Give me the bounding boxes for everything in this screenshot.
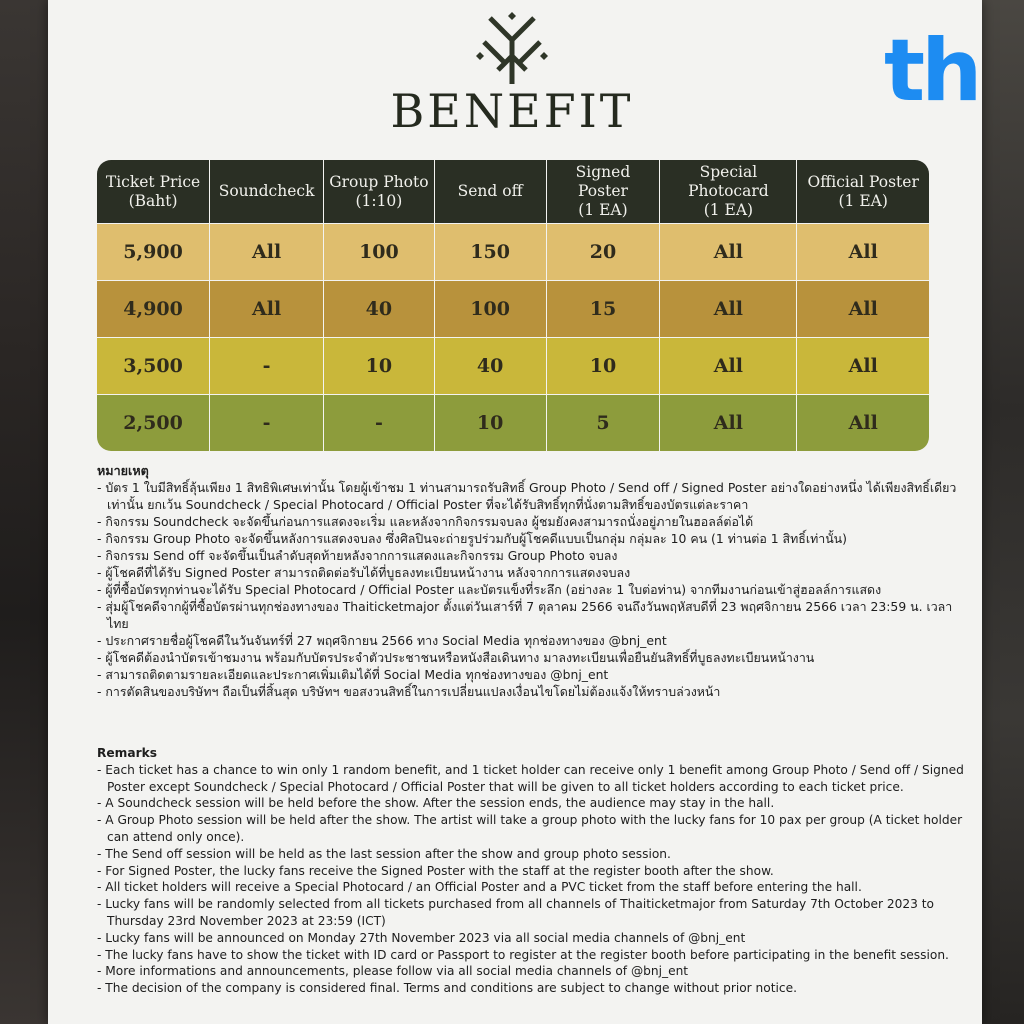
list-item: - The lucky fans have to show the ticket with ID card or Passport to register at the register booth before participating in the benefit session. (97, 947, 967, 964)
benefit-table (97, 160, 929, 451)
price-cell: 3,500 (97, 338, 210, 395)
header-soundcheck: Soundcheck (210, 160, 324, 224)
table-cell: All (660, 338, 797, 395)
price-cell: 4,900 (97, 281, 210, 338)
table-cell: 15 (547, 281, 661, 338)
price-cell: 2,500 (97, 395, 210, 451)
table-cell: 5 (547, 395, 661, 451)
table-header-row (97, 160, 929, 224)
table-cell: 100 (435, 281, 547, 338)
table-row (97, 395, 929, 451)
header-ticket-price: Ticket Price (Baht) (97, 160, 210, 224)
list-item: - A Soundcheck session will be held before the show. After the session ends, the audience may stay in the hall. (97, 795, 967, 812)
remarks-list (97, 762, 967, 997)
list-item: - สุ่มผู้โชคดีจากผู้ที่ซื้อบัตรผ่านทุกช่องทางของ Thaiticketmajor ตั้งแต่วันเสาร์ที่ 7 ตุลาคม 2566 จนถึงวันพฤหัสบดีที่ 23 พฤศจิกายน 2566 เวลา 23:59 น. เวลาไทย (97, 598, 957, 632)
table-cell: 10 (547, 338, 661, 395)
list-item: - ประกาศรายชื่อผู้โชคดีในวันจันทร์ที่ 27 พฤศจิกายน 2566 ทาง Social Media ทุกช่องทางของ @bnj_ent (97, 632, 957, 649)
list-item: - A Group Photo session will be held after the show. The artist will take a group photo with the lucky fans for 10 pax per group (A ticket holder can attend only once). (97, 812, 967, 846)
thai-notes-list (97, 479, 957, 700)
table-cell: All (797, 224, 929, 281)
list-item: - All ticket holders will receive a Special Photocard / an Official Poster and a PVC ticket from the staff before entering the hall. (97, 879, 967, 896)
thai-notes (97, 462, 957, 700)
list-item: - ผู้ที่ซื้อบัตรทุกท่านจะได้รับ Special Photocard / Official Poster และบัตรแข็งที่ระลึก (อย่างละ 1 ใบต่อท่าน) จากทีมงานก่อนเข้าสู่ฮอลล์การแสดง (97, 581, 957, 598)
page-title: BENEFIT (390, 84, 634, 138)
list-item: - More informations and announcements, please follow via all social media channels of @bnj_ent (97, 963, 967, 980)
table-cell: - (324, 395, 435, 451)
thaiticketmajor-logo: th (884, 21, 979, 121)
table-cell: - (210, 395, 324, 451)
table-cell: 20 (547, 224, 661, 281)
list-item: - For Signed Poster, the lucky fans receive the Signed Poster with the staff at the register booth after the show. (97, 863, 967, 880)
thai-notes-heading: หมายเหตุ (97, 463, 149, 478)
list-item: - สามารถติดตามรายละเอียดและประกาศเพิ่มเติมได้ที่ Social Media ทุกช่องทางของ @bnj_ent (97, 666, 957, 683)
table-row (97, 338, 929, 395)
brand-logo-icon (476, 12, 548, 90)
table-cell: All (210, 281, 324, 338)
list-item: - The decision of the company is considered final. Terms and conditions are subject to change without prior notice. (97, 980, 967, 997)
list-item: - กิจกรรม Soundcheck จะจัดขึ้นก่อนการแสดงจะเริ่ม และหลังจากกิจกรรมจบลง ผู้ชมยังคงสามารถนั่งอยู่ภายในฮอลล์ต่อได้ (97, 513, 957, 530)
table-cell: 150 (435, 224, 547, 281)
remarks-heading: Remarks (97, 746, 157, 760)
table-cell: All (660, 281, 797, 338)
table-cell: 10 (435, 395, 547, 451)
table-cell: 40 (435, 338, 547, 395)
header-group-photo: Group Photo (1:10) (324, 160, 435, 224)
table-cell: All (797, 395, 929, 451)
price-cell: 5,900 (97, 224, 210, 281)
list-item: - การตัดสินของบริษัทฯ ถือเป็นที่สิ้นสุด บริษัทฯ ขอสงวนสิทธิ์ในการเปลี่ยนแปลงเงื่อนไขโดยไม่ต้องแจ้งให้ทราบล่วงหน้า (97, 683, 957, 700)
list-item: - Lucky fans will be randomly selected from all tickets purchased from all channels of Thaiticketmajor from Saturday 7th October 2023 to Thursday 23rd November 2023 at 23:59 (ICT) (97, 896, 967, 930)
english-remarks (97, 745, 967, 997)
list-item: - กิจกรรม Send off จะจัดขึ้นเป็นลำดับสุดท้ายหลังจากการแสดงและกิจกรรม Group Photo จบลง (97, 547, 957, 564)
table-cell: 10 (324, 338, 435, 395)
table-cell: All (210, 224, 324, 281)
table-row (97, 224, 929, 281)
list-item: - ผู้โชคดีต้องนำบัตรเข้าชมงาน พร้อมกับบัตรประจำตัวประชาชนหรือหนังสือเดินทาง มาลงทะเบียนเพื่อยืนยันสิทธิ์ที่บูธลงทะเบียนหน้างาน (97, 649, 957, 666)
table-cell: - (210, 338, 324, 395)
table-row (97, 281, 929, 338)
list-item: - Each ticket has a chance to win only 1 random benefit, and 1 ticket holder can receive only 1 benefit among Group Photo / Send off / Signed Poster except Soundcheck / Special Photocard / Official Poster that will be given to all ticket holders according to each ticket price. (97, 762, 967, 796)
header-signed-poster: Signed Poster (1 EA) (547, 160, 661, 224)
table-cell: All (660, 395, 797, 451)
list-item: - บัตร 1 ใบมีสิทธิ์ลุ้นเพียง 1 สิทธิพิเศษเท่านั้น โดยผู้เข้าชม 1 ท่านสามารถรับสิทธิ์ Group Photo / Send off / Signed Poster อย่างใดอย่างหนึ่ง ได้เพียงสิทธิ์เดียวเท่านั้น ยกเว้น Soundcheck / Special Photocard / Official Poster ที่จะได้รับสิทธิ์ทุกที่นั่งตามสิทธิ์ของบัตรแต่ละราคา (97, 479, 957, 513)
table-cell: 40 (324, 281, 435, 338)
header-send-off: Send off (435, 160, 547, 224)
table-cell: 100 (324, 224, 435, 281)
header-official-poster: Official Poster (1 EA) (797, 160, 929, 224)
list-item: - กิจกรรม Group Photo จะจัดขึ้นหลังการแสดงจบลง ซึ่งศิลปินจะถ่ายรูปร่วมกับผู้โชคดีแบบเป็นกลุ่ม กลุ่มละ 10 คน (1 ท่านต่อ 1 สิทธิ์เท่านั้น) (97, 530, 957, 547)
table-cell: All (797, 338, 929, 395)
table-cell: All (660, 224, 797, 281)
list-item: - The Send off session will be held as the last session after the show and group photo session. (97, 846, 967, 863)
table-cell: All (797, 281, 929, 338)
header-special-photocard: Special Photocard (1 EA) (660, 160, 797, 224)
list-item: - ผู้โชคดีที่ได้รับ Signed Poster สามารถติดต่อรับได้ที่บูธลงทะเบียนหน้างาน หลังจากการแสดงจบลง (97, 564, 957, 581)
list-item: - Lucky fans will be announced on Monday 27th November 2023 via all social media channels of @bnj_ent (97, 930, 967, 947)
